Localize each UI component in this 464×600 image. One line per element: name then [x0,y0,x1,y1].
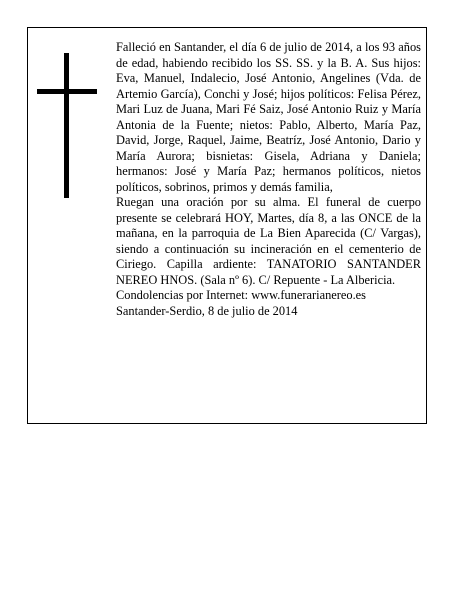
obituary-place-date-line: Santander-Serdio, 8 de julio de 2014 [116,303,298,318]
obituary-condolences-line: Condolencias por Internet: www.funerarianereo.es [116,288,367,302]
cross-vertical-bar [64,53,69,198]
obituary-text [116,40,421,319]
cross-horizontal-bar [37,89,97,94]
obituary-family-paragraph: Falleció en Santander, el día 6 de julio de 2014, a los 93 años de edad, habiendo recibido los SS. SS. y la B. A. Sus hijos: Eva, Manuel, Indalecio, José Antonio, Angelines (Vda. de Artemio García), Conchi y José; hijos políticos: Felisa Pérez, Mari Luz de Juana, Mari Fé Saiz, José Antonio Ruiz y María Antonia de la Fuente; nietos: Pablo, Alberto, María Paz, David, Jorge, Raquel, Jaime, Beatríz, José Antonio, Dario y María Aurora; bisnietas: Gisela, Adriana y Daniela; hermanos: José y María Paz; hermanos políticos, nietos políticos, sobrinos, primos y demás familia, [116,40,421,194]
latin-cross-icon [37,53,97,198]
obituary-funeral-paragraph: Ruegan una oración por su alma. El funeral de cuerpo presente se celebrará HOY, Martes, día 8, a las ONCE de la mañana, en la parroquia de La Bien Aparecida (C/ Vargas), siendo a continuación su incineración en el cementerio de Ciriego. Capilla ardiente: TANATORIO SANTANDER NEREO HNOS. (Sala nº 6). C/ Repuente - La Albericia. [116,195,421,287]
